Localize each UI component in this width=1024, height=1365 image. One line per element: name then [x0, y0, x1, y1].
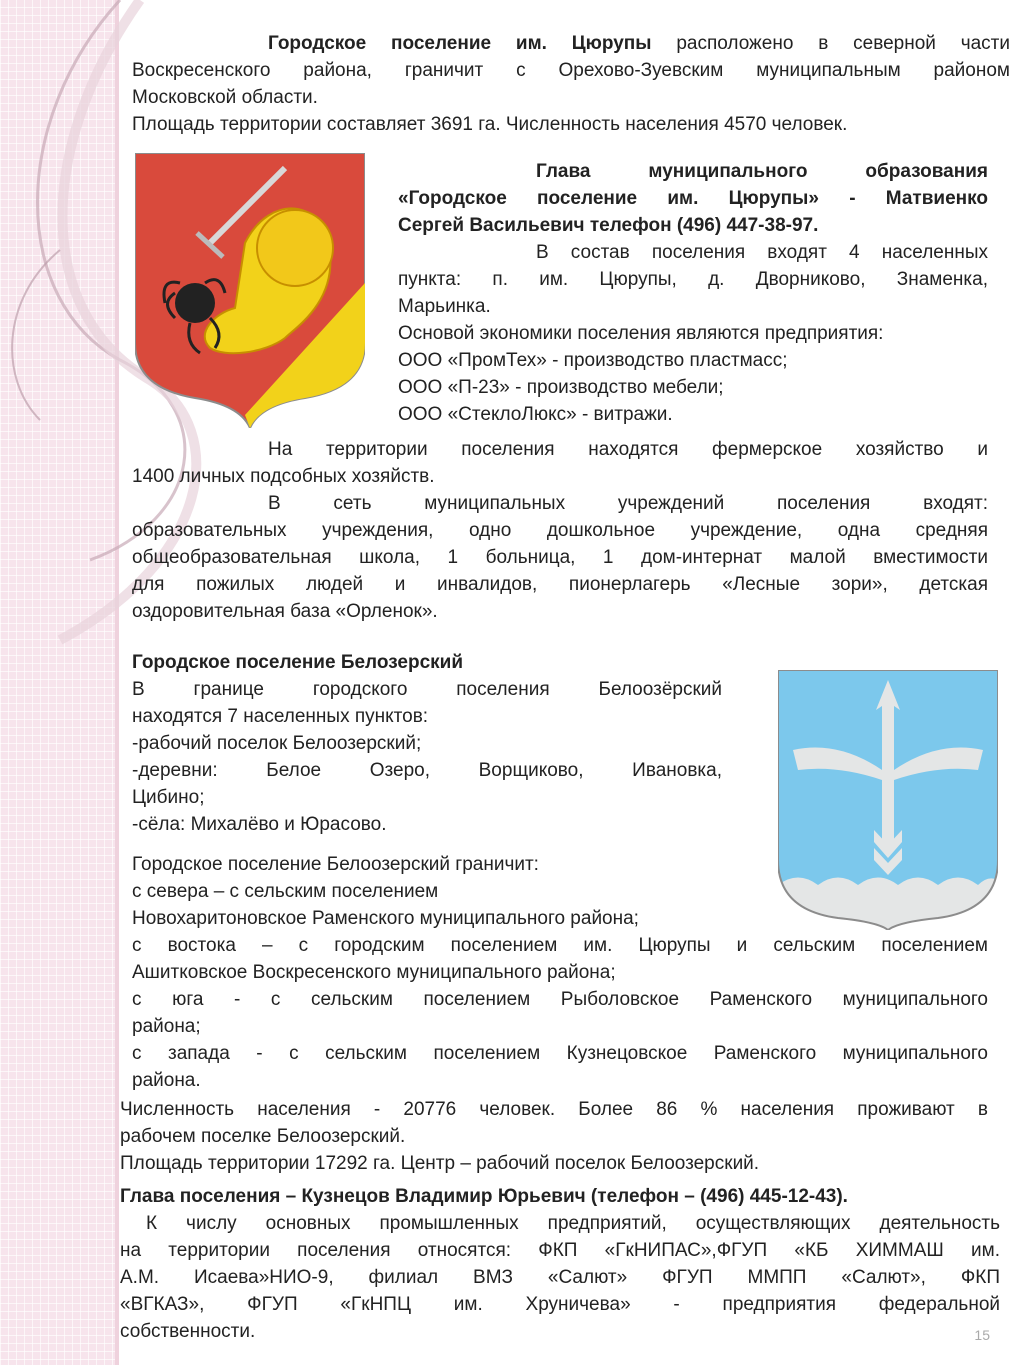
intro-text: расположено в северной части [676, 33, 1010, 54]
economy-line: ООО «СтеклоЛюкс» - витражи. [398, 404, 673, 425]
industry-line: К числу основных промышленных предприятий, осуществляющих деятельность [146, 1213, 1000, 1234]
industry-line: на территории поселения относятся: ФКП «ГкНИПАС»,ФГУП «КБ ХИММАШ им. [120, 1240, 1000, 1261]
economy-line: ООО «П-23» - производство мебели; [398, 377, 724, 398]
intro-title: Городское поселение им. Цюрупы [268, 33, 652, 54]
industry-paragraph [120, 1210, 1000, 1345]
economy-line: ООО «ПромТех» - производство пластмасс; [398, 350, 788, 371]
beloz-line: -деревни: Белое Озеро, Ворщиково, Ивановка, [132, 760, 722, 781]
borders-line: с запада - с сельским поселением Кузнецовское Раменского муниципального [132, 1043, 988, 1064]
borders-line: с юга - с сельским поселением Рыболовское Раменского муниципального [132, 989, 988, 1010]
beloz-line: Цибино; [132, 787, 205, 808]
farm-paragraph [132, 436, 988, 490]
borders-line: района. [132, 1070, 201, 1091]
borders-line: Городское поселение Белоозерский граничит: [132, 854, 539, 875]
intro-line: Площадь территории составляет 3691 га. Численность населения 4570 человек. [132, 114, 848, 135]
beloz-line: находятся 7 населенных пунктов: [132, 706, 429, 727]
borders-line: района; [132, 1016, 201, 1037]
borders-line: Новохаритоновское Раменского муниципального района; [132, 908, 639, 929]
farm-line: 1400 личных подсобных хозяйств. [132, 466, 435, 487]
head1-line: Глава муниципального образования [536, 161, 988, 182]
economy-line: Основой экономики поселения являются предприятия: [398, 323, 884, 344]
industry-line: собственности. [120, 1321, 256, 1342]
borders-line: Ашитковское Воскресенского муниципального района; [132, 962, 616, 983]
economy-paragraph [398, 320, 988, 428]
beloz-line: -рабочий поселок Белоозерский; [132, 733, 422, 754]
borders-paragraph [132, 851, 988, 1094]
population-line: Численность населения - 20776 человек. Более 86 % населения проживают в [120, 1099, 988, 1120]
page-number: 15 [974, 1327, 990, 1343]
institutions-line: В сеть муниципальных учреждений поселения входят: [268, 493, 988, 514]
beloz-line: -сёла: Михалёво и Юрасово. [132, 814, 387, 835]
borders-line: с востока – с городским поселением им. Цюрупы и сельским поселением [132, 935, 988, 956]
head1-line: «Городское поселение им. Цюрупы» - Матвиенко [398, 188, 988, 209]
institutions-paragraph [132, 490, 988, 625]
intro-line: Московской области. [132, 87, 318, 108]
institutions-line: общеобразовательная школа, 1 больница, 1 дом-интернат малой вместимости [132, 547, 988, 568]
population-line: рабочем поселке Белоозерский. [120, 1126, 406, 1147]
settlements1-line: Марьинка. [398, 296, 491, 317]
intro-line: Воскресенского района, граничит с Орехово-Зуевским муниципальным районом [132, 60, 1010, 81]
head1-paragraph [398, 158, 988, 239]
head2-paragraph [120, 1183, 1000, 1210]
institutions-line: оздоровительная база «Орленок». [132, 601, 438, 622]
farm-line: На территории поселения находятся фермерское хозяйство и [268, 439, 988, 460]
intro-paragraph [132, 30, 1010, 138]
beloz-paragraph [132, 649, 722, 838]
head1-line: Сергей Васильевич телефон (496) 447-38-97. [398, 215, 819, 236]
settlements1-paragraph [398, 239, 988, 320]
institutions-line: для пожилых людей и инвалидов, пионерлагерь «Лесные зори», детская [132, 574, 988, 595]
settlements1-line: В состав поселения входят 4 населенных [536, 242, 988, 263]
industry-line: А.М. Исаева»НИО-9, филиал ВМЗ «Салют» ФГУП ММПП «Салют», ФКП [120, 1267, 1000, 1288]
population-paragraph [120, 1096, 988, 1177]
beloz-title: Городское поселение Белозерский [132, 652, 464, 673]
settlements1-line: пункта: п. им. Цюрупы, д. Дворниково, Знаменка, [398, 269, 988, 290]
head2-line: Глава поселения – Кузнецов Владимир Юрьевич (телефон – (496) 445-12-43). [120, 1186, 848, 1207]
population-line: Площадь территории 17292 га. Центр – рабочий поселок Белоозерский. [120, 1153, 760, 1174]
borders-line: с севера – с сельским поселением [132, 881, 439, 902]
industry-line: «ВГКАЗ», ФГУП «ГкНПЦ им. Хруничева» - предприятия федеральной [120, 1294, 1000, 1315]
institutions-line: образовательных учреждения, одно дошкольное учреждение, одна средняя [132, 520, 988, 541]
beloz-line: В границе городского поселения Белоозёрский [132, 679, 722, 700]
tsyurupy-coat-of-arms [135, 153, 365, 428]
